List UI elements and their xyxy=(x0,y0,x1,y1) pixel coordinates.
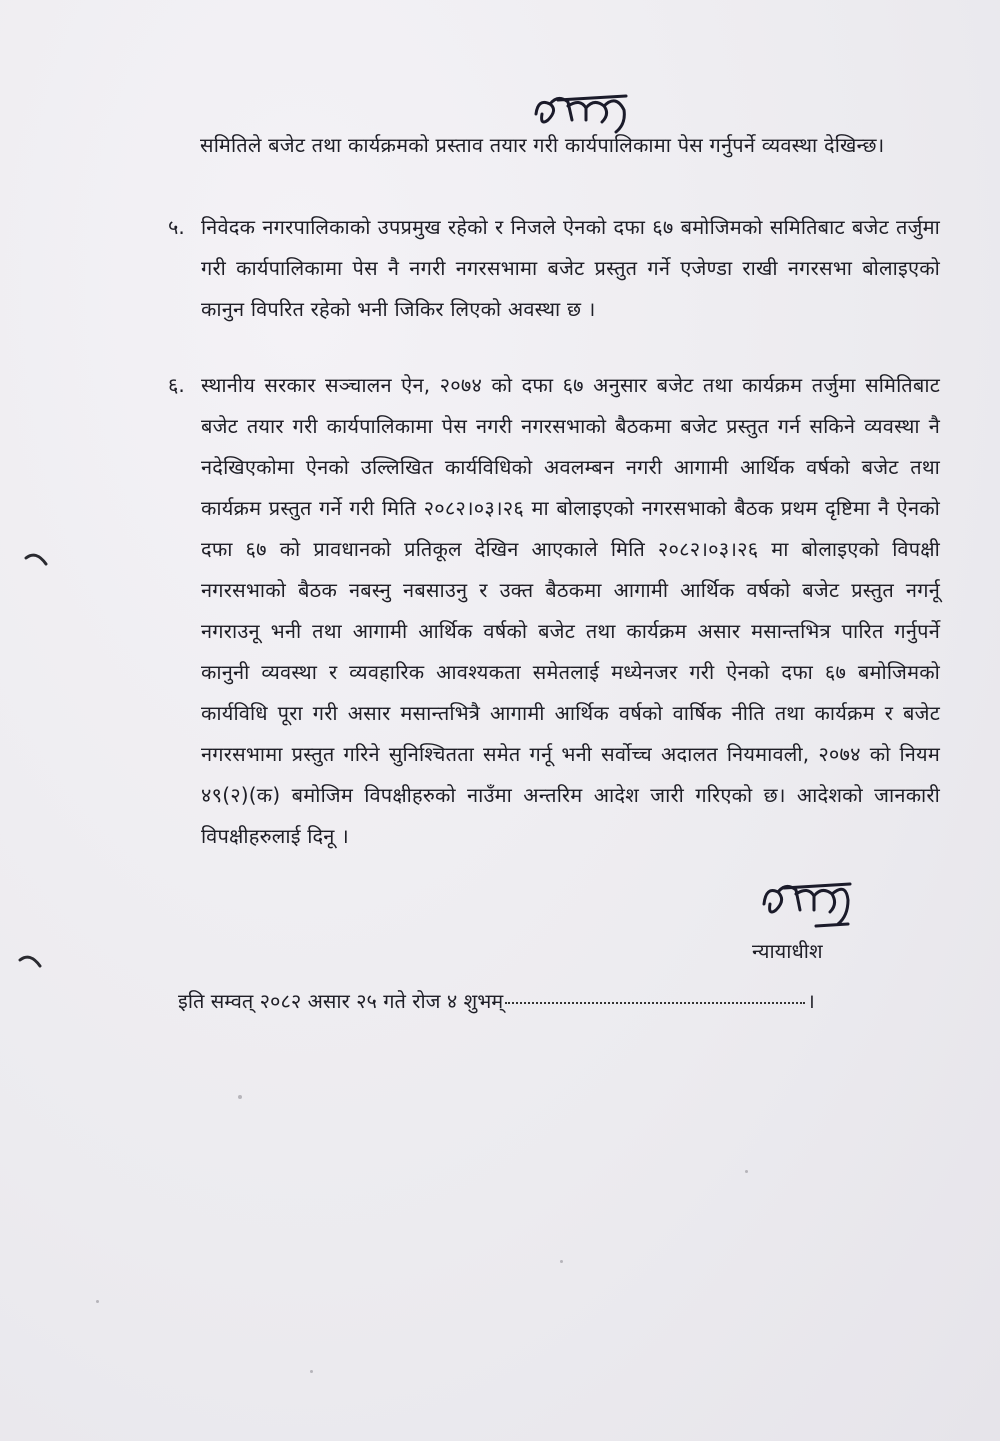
item-number: ६. xyxy=(168,373,185,397)
edge-mark xyxy=(16,950,46,980)
item-number: ५. xyxy=(168,215,185,239)
item-text: निवेदक नगरपालिकाको उपप्रमुख रहेको र निजले ऐनको दफा ६७ बमोजिमको समितिबाट बजेट तर्जुमा गरी कार्यपालिकामा पेस नै नगरी नगरसभामा बजेट प्रस्तुत गर्ने एजेण्डा राखी नगरसभा बोलाइएको कानुन विपरित रहेको भनी जिकिर लिएको अवस्था छ । xyxy=(201,215,940,321)
item-text: स्थानीय सरकार सञ्चालन ऐन, २०७४ को दफा ६७ अनुसार बजेट तथा कार्यक्रम तर्जुमा समितिबाट बजेट तयार गरी कार्यपालिकामा पेस नगरी नगरसभाको बैठकमा बजेट प्रस्तुत गर्न सकिने व्यवस्था नै नदेखिएकोमा ऐनको उल्लिखित कार्यविधिको अवलम्बन नगरी आगामी आर्थिक वर्षको बजेट तथा कार्यक्रम प्रस्तुत गर्ने गरी मिति २०८२।०३।२६ मा बोलाइएको नगरसभाको बैठक प्रथम दृष्टिमा नै ऐनको दफा ६७ को प्रावधानको प्रतिकूल देखिन आएकाले मिति २०८२।०३।२६ मा बोलाइएको विपक्षी नगरसभाको बैठक नबस्नु नबसाउनु र उक्त बैठकमा आगामी आर्थिक वर्षको बजेट प्रस्तुत नगर्नू नगराउनू भनी तथा आगामी आर्थिक वर्षको बजेट तथा कार्यक्रम असार मसान्तभित्र पारित गर्नुपर्ने कानुनी व्यवस्था र व्यवहारिक आवश्यकता समेतलाई मध्येनजर गरी ऐनको दफा ६७ बमोजिमको कार्यविधि पूरा गरी असार मसान्तभित्रै आगामी आर्थिक वर्षको वार्षिक नीति तथा कार्यक्रम र बजेट नगरसभामा प्रस्तुत गरिने सुनिश्चितता समेत गर्नू भनी सर्वोच्च अदालत नियमावली, २०७४ को नियम ४९(२)(क) बमोजिम विपक्षीहरुको नाउँमा अन्तरिम आदेश जारी गरिएको छ। आदेशको जानकारी विपक्षीहरुलाई दिनू । xyxy=(201,373,940,848)
paper-speck xyxy=(96,1300,99,1303)
item-5 xyxy=(168,207,940,377)
judge-signature xyxy=(756,870,856,942)
judge-title: न्यायाधीश xyxy=(752,939,823,963)
closing-line xyxy=(178,984,938,1018)
paragraph-continuation: समितिले बजेट तथा कार्यक्रमको प्रस्ताव तयार गरी कार्यपालिकामा पेस गर्नुपर्ने व्यवस्था देखिन्छ। xyxy=(200,133,885,157)
paper-speck xyxy=(238,1095,242,1099)
edge-mark xyxy=(22,548,52,578)
closing-danda: । xyxy=(807,989,815,1013)
paper-speck xyxy=(560,1260,563,1263)
paper-speck xyxy=(745,1170,748,1173)
item-6 xyxy=(168,365,940,905)
closing-date-text: इति सम्वत् २०८२ असार २५ गते रोज ४ शुभम् xyxy=(178,989,504,1013)
dotted-blank xyxy=(505,1002,805,1004)
paper-speck xyxy=(310,1370,313,1373)
